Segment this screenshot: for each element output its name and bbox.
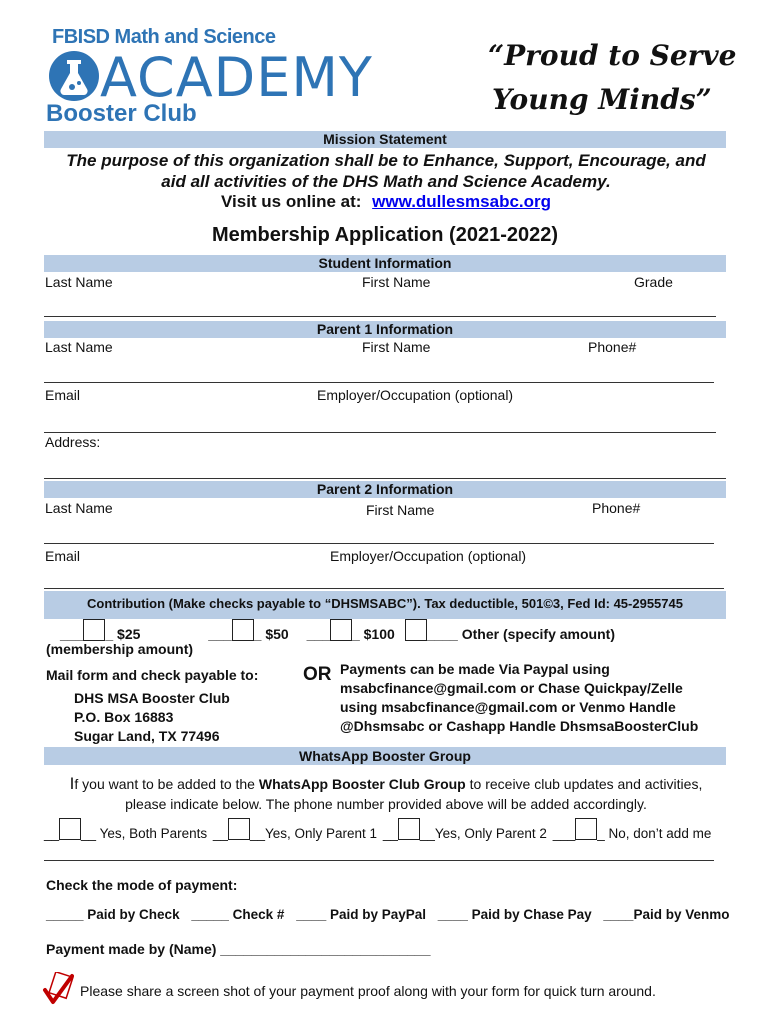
parent1-email-label: Email: [45, 387, 81, 403]
parent2-heading: Parent 2 Information: [44, 481, 726, 498]
pay-chase-option[interactable]: ____ Paid by Chase Pay: [437, 907, 592, 922]
mail-line1: DHS MSA Booster Club: [74, 690, 230, 706]
pay-line3: using msabcfinance@gmail.com or Venmo Handle: [340, 699, 676, 715]
checkbox-other[interactable]: [405, 619, 427, 641]
parent2-email-label: Email: [45, 548, 81, 564]
contribution-options: [60, 619, 615, 642]
slogan-line1: “Proud to Serve: [488, 39, 737, 72]
option-100-label: $100: [363, 626, 395, 642]
mail-heading: Mail form and check payable to:: [46, 667, 259, 683]
mission-heading: Mission Statement: [44, 131, 726, 148]
pay-line2: msabcfinance@gmail.com or Chase Quickpay/Zelle: [340, 680, 683, 696]
parent1-phone-label: Phone#: [588, 339, 637, 355]
checkbox-parent1[interactable]: [228, 818, 250, 840]
whatsapp-opt-both[interactable]: __ __ Yes, Both Parents: [44, 826, 207, 841]
whatsapp-opt-p1-label: Yes, Only Parent 1: [264, 826, 378, 841]
option-other[interactable]: ____ Other (specify amount): [405, 626, 615, 642]
contribution-heading: Contribution (Make checks payable to “DHSMSABC”). Tax deductible, 501©3, Fed Id: 45-2955745: [44, 591, 726, 619]
whatsapp-line1: [40, 774, 732, 794]
whatsapp-opt-both-label: Yes, Both Parents: [99, 826, 208, 841]
mail-line2: P.O. Box 16883: [74, 709, 174, 725]
pay-line4: @Dhsmsabc or Cashapp Handle DhsmsaBoosterClub: [340, 718, 699, 734]
whatsapp-line1-post: to receive club updates and activities,: [465, 776, 703, 792]
checkmark-icon: [42, 972, 74, 1006]
student-first-name-label: First Name: [362, 274, 431, 290]
student-last-name-label: Last Name: [45, 274, 113, 290]
parent2-first-name-label: First Name: [366, 502, 435, 518]
whatsapp-divider: [44, 860, 714, 861]
pay-line1: Payments can be made Via Paypal using: [340, 661, 610, 677]
payment-methods: [340, 660, 698, 736]
parent1-email-line[interactable]: [44, 432, 716, 433]
whatsapp-opt-p2-label: Yes, Only Parent 2: [434, 826, 547, 841]
checkbox-50[interactable]: [232, 619, 254, 641]
parent2-name-line[interactable]: [44, 543, 714, 544]
logo: [48, 26, 378, 131]
parent2-last-name-label: Last Name: [45, 500, 113, 516]
student-field-line[interactable]: [44, 316, 716, 317]
logo-academy: ACADEMY: [100, 46, 373, 109]
checkbox-both-parents[interactable]: [59, 818, 81, 840]
whatsapp-line2: please indicate below. The phone number provided above will be added accordingly.: [125, 796, 647, 812]
parent1-address-label: Address:: [45, 434, 101, 450]
student-heading: Student Information: [44, 255, 726, 272]
parent2-employer-label: Employer/Occupation (optional): [330, 548, 527, 564]
mail-line3: Sugar Land, TX 77496: [74, 728, 220, 744]
footer-note: Please share a screen shot of your payment proof along with your form for quick turn around.: [80, 983, 656, 999]
membership-amount-note: (membership amount): [46, 641, 194, 657]
mail-address: [74, 689, 230, 746]
checkbox-parent2[interactable]: [398, 818, 420, 840]
slogan-line2: Young Minds”: [492, 83, 712, 116]
pay-venmo-option[interactable]: ____Paid by Venmo: [603, 907, 730, 922]
mission-text: [38, 150, 734, 192]
option-25[interactable]: ___ _ $25: [60, 626, 140, 642]
visit-line: [38, 192, 734, 212]
whatsapp-heading: WhatsApp Booster Group: [44, 747, 726, 765]
option-100[interactable]: ___ _ $100: [307, 626, 395, 642]
checkbox-100[interactable]: [330, 619, 352, 641]
parent1-heading: Parent 1 Information: [44, 321, 726, 338]
slogan: [488, 34, 737, 122]
payment-mode-heading: Check the mode of payment:: [46, 877, 238, 893]
whatsapp-options: [44, 818, 711, 841]
whatsapp-text: [40, 774, 732, 814]
or-label: OR: [303, 664, 332, 685]
logo-booster-club: Booster Club: [46, 100, 197, 127]
option-50[interactable]: ___ _ $50: [208, 626, 288, 642]
website-link[interactable]: www.dullesmsabc.org: [372, 192, 552, 211]
option-25-label: $25: [117, 626, 141, 642]
parent2-phone-label: Phone#: [592, 500, 641, 516]
parent1-name-line[interactable]: [44, 382, 714, 383]
whatsapp-opt-no-label: No, don’t add me: [608, 826, 712, 841]
student-grade-label: Grade: [634, 274, 673, 290]
whatsapp-group-name: WhatsApp Booster Club Group: [258, 776, 466, 792]
whatsapp-initial: I: [69, 774, 75, 793]
option-50-label: $50: [265, 626, 289, 642]
whatsapp-line1-pre: f you want to be added to the: [74, 776, 259, 792]
parent1-first-name-label: First Name: [362, 339, 431, 355]
mission-line2: aid all activities of the DHS Math and Science Academy.: [161, 172, 611, 191]
page-title: Membership Application (2021-2022): [211, 224, 559, 246]
pay-check-number[interactable]: _____ Check #: [191, 907, 285, 922]
checkbox-25[interactable]: [83, 619, 105, 641]
logo-brand-top: FBISD Math and Science: [52, 26, 276, 48]
parent1-address-line[interactable]: [44, 478, 726, 479]
mission-line1: The purpose of this organization shall be to Enhance, Support, Encourage, and: [66, 151, 706, 170]
pay-check-option[interactable]: _____ Paid by Check: [46, 907, 180, 922]
whatsapp-opt-p2[interactable]: __ __Yes, Only Parent 2: [383, 826, 547, 841]
parent2-email-line[interactable]: [44, 588, 724, 589]
parent1-employer-label: Employer/Occupation (optional): [317, 387, 514, 403]
parent1-last-name-label: Last Name: [45, 339, 113, 355]
whatsapp-opt-p1[interactable]: __ __Yes, Only Parent 1: [213, 826, 377, 841]
visit-label: Visit us online at:: [220, 192, 362, 211]
whatsapp-opt-no[interactable]: ___ _ No, don’t add me: [553, 826, 712, 841]
payment-made-by[interactable]: Payment made by (Name) ___________________________: [46, 941, 431, 957]
payment-mode-options: [46, 907, 729, 922]
option-other-label: Other (specify amount): [461, 626, 615, 642]
flask-icon: [48, 50, 100, 102]
pay-paypal-option[interactable]: ____ Paid by PayPal: [296, 907, 427, 922]
checkbox-no[interactable]: [575, 818, 597, 840]
